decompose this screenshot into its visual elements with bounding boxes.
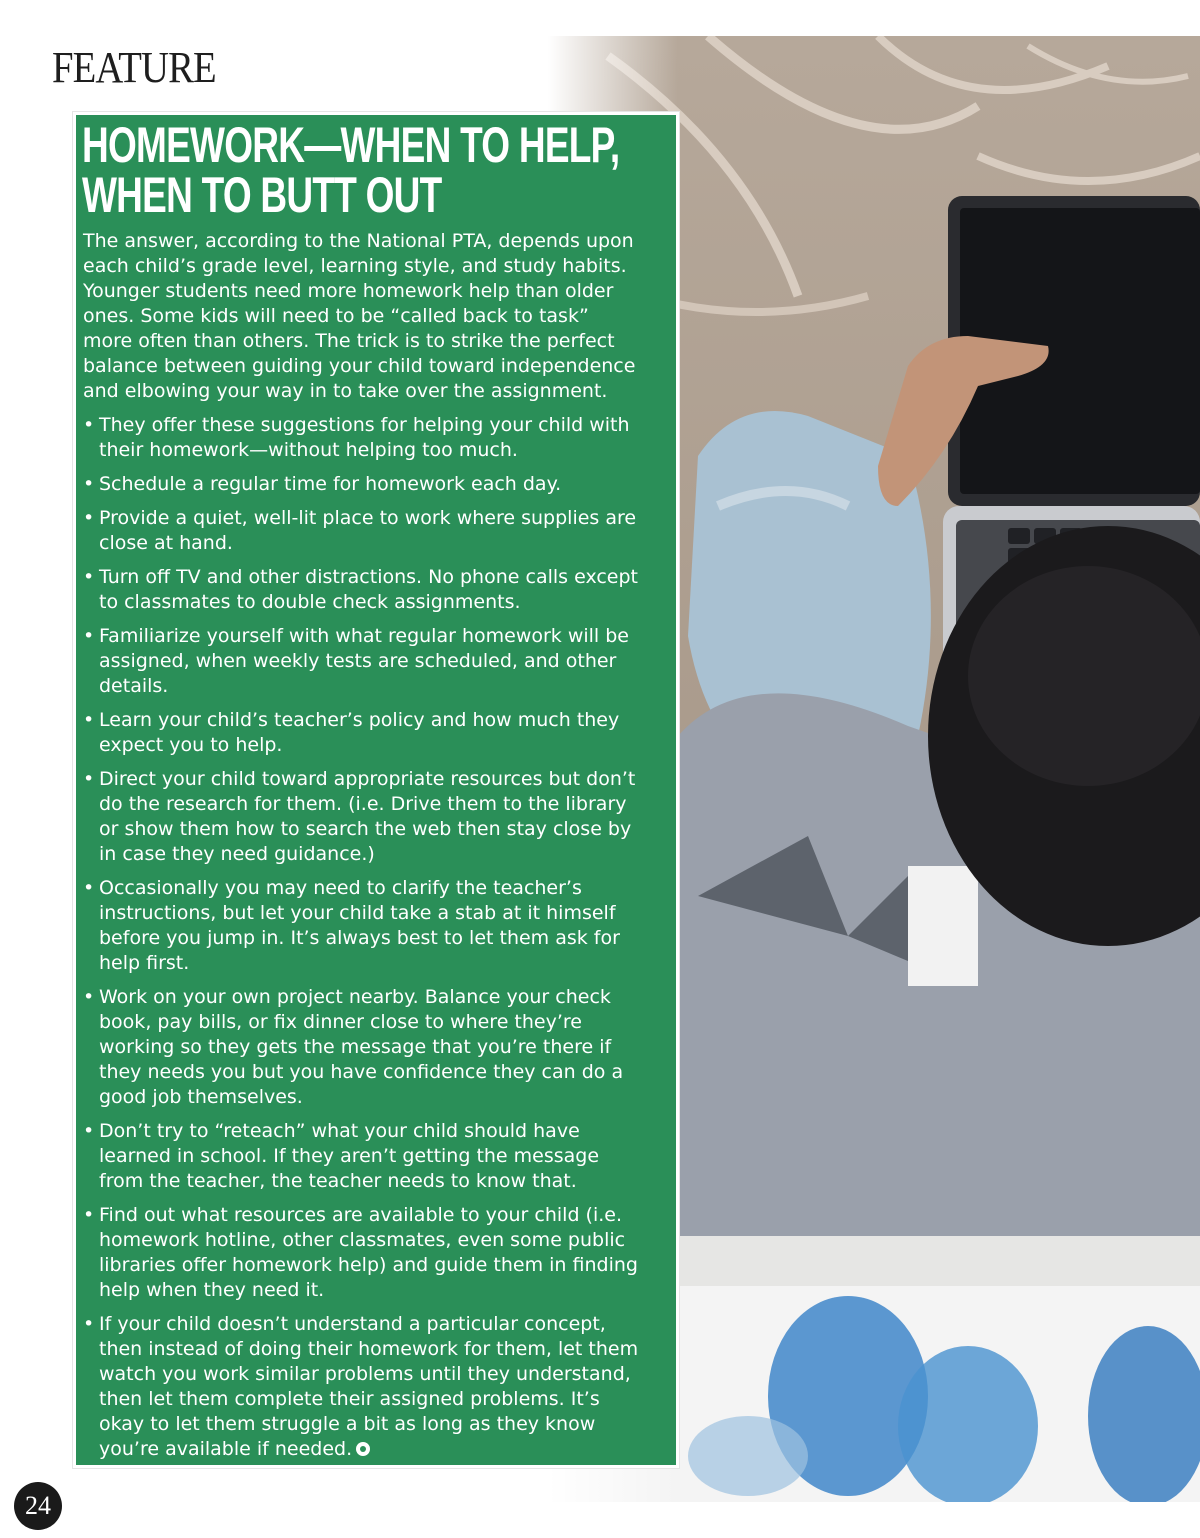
list-item: • Occasionally you may need to clarify the teacher’s instructions, but let your child take a stab at it himself before you jump in. It’s always best to let them ask for help first. — [83, 877, 620, 974]
page-number: 24 — [14, 1482, 62, 1530]
bullet-icon: • — [83, 414, 95, 436]
bullet-icon: • — [83, 1204, 95, 1226]
list-item: • Schedule a regular time for homework each day. — [83, 473, 562, 495]
bullet-icon: • — [83, 1313, 95, 1335]
list-item: • Learn your child’s teacher’s policy and how much they expect you to help. — [83, 709, 620, 756]
list-item: • Familiarize yourself with what regular homework will be assigned, when weekly tests are scheduled, and other details. — [83, 625, 629, 697]
bullet-icon: • — [83, 473, 95, 495]
list-item: • Don’t try to “reteach” what your child should have learned in school. If they aren’t getting the message from the teacher, the teacher needs to know that. — [83, 1120, 600, 1192]
bullet-icon: • — [83, 566, 95, 588]
bullet-icon: • — [83, 768, 95, 790]
bullet-icon: • — [83, 507, 95, 529]
list-item: • If your child doesn’t understand a particular concept, then instead of doing their homework for them, let them watch you work similar problems until they understand, then let them complete their assigned problems. It’s okay to let them struggle a bit as long as they know you’re available if needed. — [83, 1313, 639, 1460]
headline-line-2: WHEN TO BUTT OUT — [82, 167, 442, 223]
list-item: • Work on your own project nearby. Balance your check book, pay bills, or fix dinner close to where they’re working so they gets the message that you’re there if they needs you but you have confidence they can do a good job themselves. — [83, 986, 624, 1108]
bullet-icon: • — [83, 1120, 95, 1142]
article-intro: The answer, according to the National PTA, depends upon each child’s grade level, learning style, and study habits. Younger students need more homework help than older ones. Some kids will need to be “called back to task” more often than others. The trick is to strike the perfect balance between guiding your child toward independence and elbowing your way in to take over the assignment. — [83, 230, 636, 402]
article-body — [83, 229, 643, 1471]
bullet-icon: • — [83, 709, 95, 731]
article-headline — [82, 117, 620, 223]
list-item: • Direct your child toward appropriate resources but don’t do the research for them. (i.e. Drive them to the library or show them how to search the web then stay close by in case they need guidance.) — [83, 768, 636, 865]
headline-line-1: HOMEWORK—WHEN TO HELP, — [82, 117, 620, 173]
bullet-icon: • — [83, 877, 95, 899]
list-item: • They offer these suggestions for helping your child with their homework—without helping too much. — [83, 414, 630, 461]
section-label: FEATURE — [52, 43, 216, 92]
bullet-icon: • — [83, 986, 95, 1008]
list-item: • Provide a quiet, well-lit place to work where supplies are close at hand. — [83, 507, 637, 554]
suggestion-list — [83, 413, 643, 1462]
end-of-article-icon — [356, 1442, 370, 1456]
list-item: • Find out what resources are available to your child (i.e. homework hotline, other classmates, even some public libraries offer homework help) and guide them in finding help when they need it. — [83, 1204, 638, 1301]
bullet-icon: • — [83, 625, 95, 647]
list-item: • Turn off TV and other distractions. No phone calls except to classmates to double check assignments. — [83, 566, 638, 613]
